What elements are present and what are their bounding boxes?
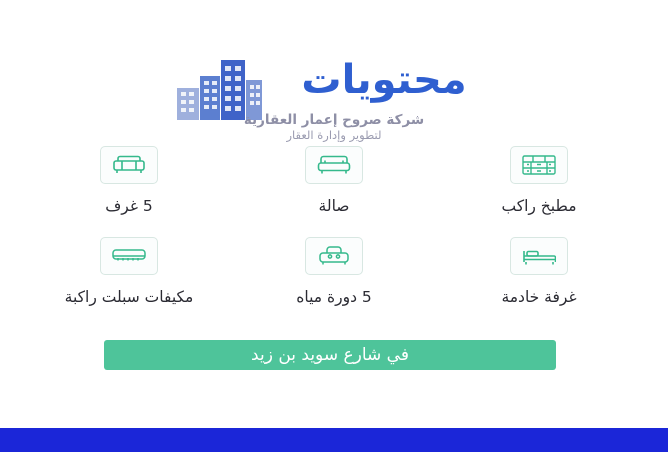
- feature-label: 5 غرف: [105, 197, 153, 215]
- feature-item: [36, 237, 222, 306]
- brand-name: محتويات: [301, 57, 467, 103]
- feature-item: [446, 237, 632, 306]
- sofa-icon: [100, 146, 158, 184]
- feature-label: غرفة خادمة: [501, 288, 577, 306]
- bed-icon: [510, 237, 568, 275]
- kitchen-icon: [510, 146, 568, 184]
- feature-label: مكيفات سبلت راكبة: [64, 288, 194, 306]
- feature-item: [446, 146, 632, 215]
- feature-label: مطبخ راكب: [501, 197, 577, 215]
- brand-logo: [0, 52, 668, 142]
- feature-grid: [36, 146, 632, 306]
- air-conditioner-icon: [100, 237, 158, 275]
- company-tagline: لتطوير وإدارة العقار: [286, 128, 382, 142]
- company-name: شركة صروح إعمار العقارية: [243, 112, 425, 128]
- bottom-color-bar: [0, 428, 668, 452]
- building-skyline-icon: [175, 54, 275, 120]
- feature-item: [241, 237, 427, 306]
- feature-item: [241, 146, 427, 215]
- location-cta-button[interactable]: في شارع سويد بن زيد: [104, 340, 556, 370]
- bathroom-icon: [305, 237, 363, 275]
- feature-label: 5 دورة مياه: [296, 288, 372, 306]
- feature-label: صالة: [318, 197, 350, 215]
- couch-icon: [305, 146, 363, 184]
- feature-item: [36, 146, 222, 215]
